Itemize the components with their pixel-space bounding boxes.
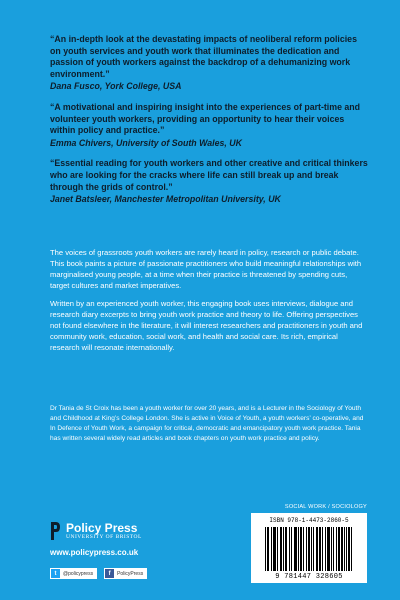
endorsements [50,34,368,215]
book-description [50,247,366,360]
endorsement-author: Dana Fusco, York College, USA [50,81,182,92]
endorsement-author: Emma Chivers, University of South Wales, UK [50,137,242,148]
facebook-link[interactable] [104,568,147,579]
facebook-icon: f [105,569,114,578]
publisher-subtitle: UNIVERSITY OF BRISTOL [66,534,142,540]
publisher-name: Policy Press [66,521,138,535]
barcode-icon [265,527,353,571]
facebook-handle: PolicyPress [117,570,144,577]
twitter-icon: t [51,569,60,578]
isbn-barcode-block [251,513,367,583]
twitter-link[interactable] [50,568,97,579]
endorsement-1 [50,34,368,93]
barcode-digits: 9 781447 328605 [275,573,343,581]
policy-press-logo-icon [50,521,61,541]
publisher-website[interactable]: www.policypress.co.uk [50,548,139,557]
description-paragraph: The voices of grassroots youth workers are rarely heard in policy, research or public debate. This book paints a picture of passionate practitioners who build meaningful relationships with marginalised young people, at a time when their practice is threatened by spending cuts, target cultures and market imperatives. [50,248,362,291]
endorsement-text: “A motivational and inspiring insight into the experiences of part-time and volunteer youth workers, providing an opportunity to hear their voices within policy and practice.” [50,101,361,136]
author-bio: Dr Tania de St Croix has been a youth worker for over 20 years, and is a Lecturer in the Sociology of Youth and Childhood at King’s College London. She is active in Voice of Youth, a youth workers’ co-operative, and In Defence of Youth Work, a campaign for critical, democratic and emancipatory youth work practice. Tania has written several widely read articles and book chapters on youth work practice and policy. [50,405,364,443]
subject-category: SOCIAL WORK / SOCIOLOGY [284,504,367,510]
endorsement-text: “An in-depth look at the devastating impacts of neoliberal reform policies on youth services and youth work that illuminates the dedication and passion of youth workers against the backdrop of a dehumanizing work environment.” [50,34,357,79]
isbn-label: ISBN 978-1-4473-2860-5 [269,517,349,524]
endorsement-2 [50,102,368,149]
endorsement-author: Janet Batsleer, Manchester Metropolitan University, UK [50,194,281,205]
publisher-logo[interactable] [50,521,142,541]
social-links [50,568,147,579]
endorsement-text: “Essential reading for youth workers and other creative and critical thinkers who are looking for the cracks where life can still break up and break through the grids of control.” [50,158,368,192]
publisher-wordmark [66,522,142,540]
twitter-handle: @policypress [63,570,94,577]
endorsement-3 [50,158,368,205]
description-paragraph: Written by an experienced youth worker, this engaging book uses interviews, dialogue and research diary excerpts to bring youth work practice and theory to life. Offering perspectives not found elsewhere in the literature, it will interest researchers and practitioners in youth and community work, education, social work, and health and social care. Its rich, empirical research will resonate internationally. [50,298,363,353]
